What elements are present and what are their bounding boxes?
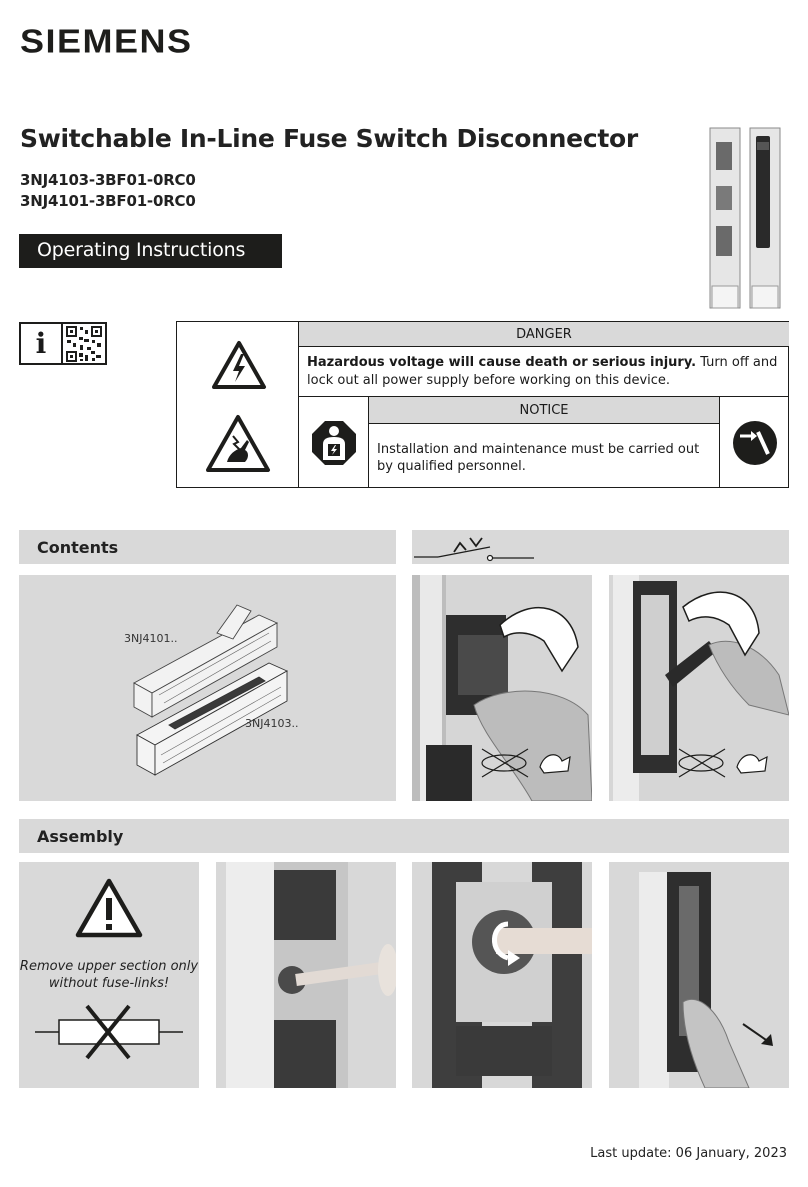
contents-heading: Contents: [19, 530, 396, 564]
notice-row: [299, 396, 789, 488]
part-number-2: 3NJ4101-3BF01-0RC0: [20, 192, 196, 210]
notice-heading: NOTICE: [369, 397, 719, 424]
assembly-photo-1: [216, 862, 396, 1088]
high-voltage-warning-icon: [211, 340, 267, 390]
part-number-1: 3NJ4103-3BF01-0RC0: [20, 171, 196, 189]
contents-illustration: [19, 575, 396, 801]
warning-symbols-column: [177, 322, 299, 487]
operating-instructions-banner: Operating Instructions: [19, 234, 282, 268]
assembly-photo-2: [412, 862, 592, 1088]
document-title: Switchable In-Line Fuse Switch Disconnector: [20, 124, 638, 153]
assembly-photo-3: [609, 862, 789, 1088]
notice-text: Installation and maintenance must be carried out by qualified personnel.: [377, 442, 700, 474]
switch-symbol-icon: [412, 530, 789, 564]
danger-bold-text: Hazardous voltage will cause death or serious injury.: [307, 355, 697, 370]
info-qr-box[interactable]: [19, 322, 107, 365]
warning-text-line-1: Remove upper section only: [19, 959, 199, 974]
no-fuse-link-icon: [33, 1002, 185, 1062]
electric-shock-warning-icon: [205, 414, 271, 474]
qualified-personnel-icon: [299, 397, 369, 488]
contents-illustration-panel: [19, 575, 396, 801]
assembly-heading: Assembly: [19, 819, 789, 853]
disconnect-switch-icon: [719, 397, 789, 488]
product-photo: [700, 126, 788, 310]
label-3nj4103: 3NJ4103..: [245, 717, 299, 730]
siemens-logo: SIEMENS: [20, 22, 193, 60]
caution-warning-icon: [75, 878, 143, 938]
safety-notice-table: [176, 321, 789, 488]
danger-heading: DANGER: [299, 322, 789, 347]
danger-detail-text: Turn off and lock out all power supply before working on this device.: [307, 355, 778, 388]
info-icon: i: [21, 324, 63, 363]
last-update: Last update: 06 January, 2023: [590, 1146, 787, 1161]
operation-photo-1: [412, 575, 592, 801]
assembly-warning-text: [19, 958, 199, 992]
label-3nj4101: 3NJ4101..: [124, 632, 178, 645]
warning-text-line-2: without fuse-links!: [48, 976, 170, 991]
danger-text: [307, 354, 782, 390]
qr-code-icon[interactable]: [63, 324, 105, 363]
operation-photo-2: [609, 575, 789, 801]
switching-symbol-header: [412, 530, 789, 564]
